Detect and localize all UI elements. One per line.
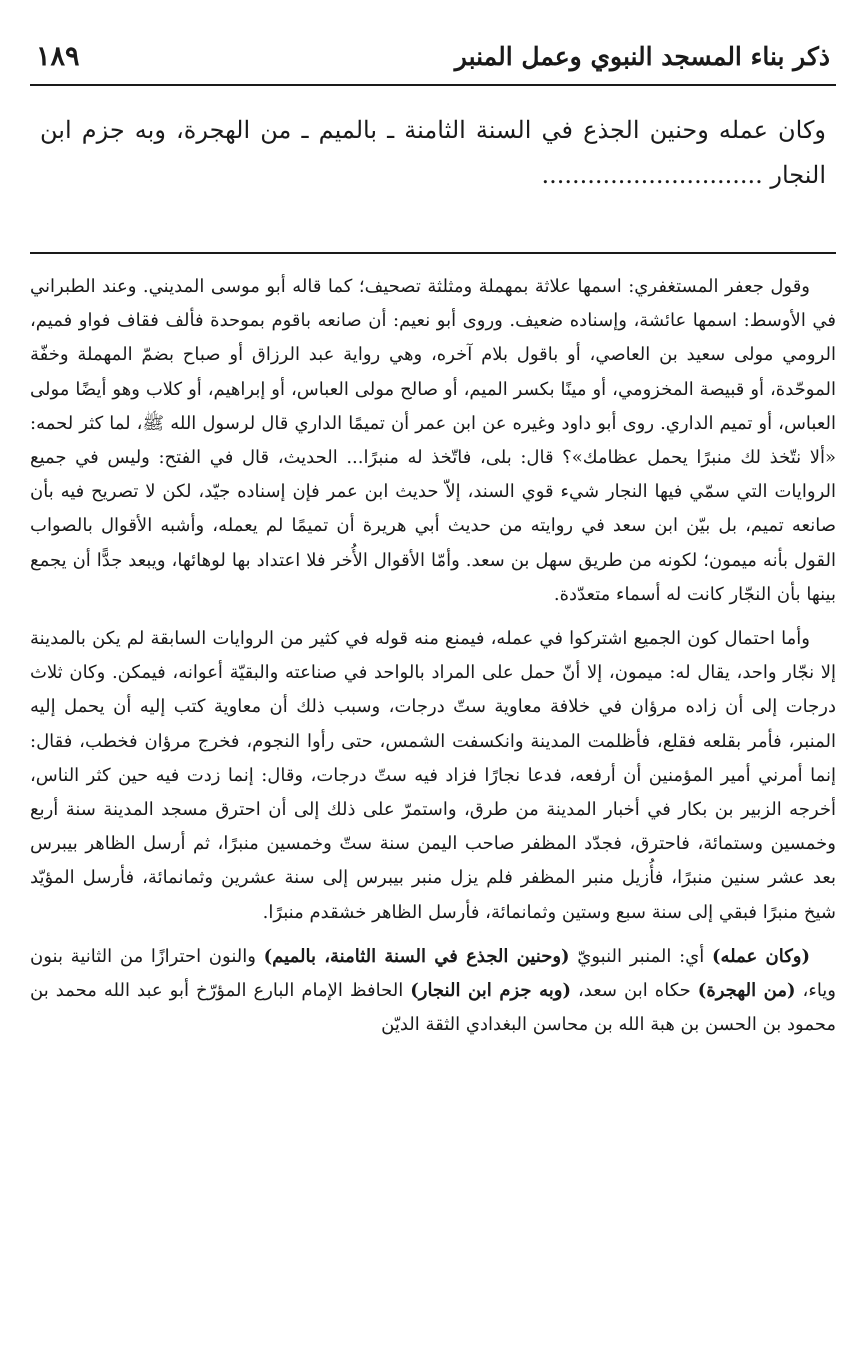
separator-line xyxy=(30,252,836,254)
commentary xyxy=(30,270,836,1042)
matn-sentence: وكان عمله وحنين الجذع في السنة الثامنة ـ بالميم ـ من الهجرة، وبه جزم ابن النجار xyxy=(40,116,826,189)
quoted-segment-2: (وحنين الجذع في السنة الثامنة، بالميم) xyxy=(263,945,570,967)
explanation-segment-2: والنون احترازًا من الثانية بنون وياء، xyxy=(30,945,837,1002)
quoted-segment-1: (وكان عمله) xyxy=(711,945,810,967)
explanation-segment-1: أي: المنبر النبويّ xyxy=(569,945,712,967)
commentary-paragraph-1: وقول جعفر المستغفري: اسمها علاثة بمهملة ومثلثة تصحيف؛ كما قاله أبو موسى المديني. وعند الطبراني في الأوسط: اسمها عائشة، وإسناده ضعيف. وروى أبو نعيم: أن صانعه باقوم بموحدة فألف فقاف فواو فميم، الرومي مولى سعيد بن العاصي، أو باقول بلام آخره، وهي رواية عبد الرزاق أو صباح بضمّ المهملة وخفّة الموحّدة، أو قبيصة المخزومي، أو مينًا بكسر الميم، أو صالح مولى العباس، أو إبراهيم، أو كلاب وهو أيضًا مولى العباس، أو تميم الداري. روى أبو داود وغيره عن ابن عمر أن تميمًا الداري قال لرسول الله ﷺ، لما كثر لحمه: «ألا نتّخذ لك منبرًا يحمل عظامك»؟ قال: بلى، فاتّخذ له منبرًا... الحديث، قال في الفتح: وليس في جميع الروايات التي سمّي فيها النجار شيء قوي السند، إلاّ حديث ابن عمر فإن إسناده جيّد، لكن لا تصريح فيه بأن صانعه تميم، بل بيّن ابن سعد في روايته من حديث أبي هريرة أن تميمًا لم يعمله، وأشبه الأقوال بالصواب القول بأنه ميمون؛ لكونه من طريق سهل بن سعد. وأمّا الأقوال الأُخر فلا اعتداد بها لوهائها، ويبعد جدًّا أن يجمع بينها بأن النجّار كانت له أسماء متعدّدة. xyxy=(30,276,837,605)
quoted-segment-3: (من الهجرة) xyxy=(697,980,796,1002)
commentary-paragraph-3 xyxy=(30,940,836,1043)
chapter-title: ذكر بناء المسجد النبوي وعمل المنبر xyxy=(454,41,830,71)
commentary-paragraph-2: وأما احتمال كون الجميع اشتركوا في عمله، فيمنع منه قوله في كثير من الروايات السابقة لم يكن بالمدينة إلا نجّار واحد، يقال له: ميمون، إلا أنّ حمل على المراد بالواحد في صناعته والبقيّة أعوانه، فيمكن. وكان ثلاث درجات إلى أن زاده مرؤان في خلافة معاوية ستّ درجات، وسبب ذلك أن معاوية كتب إليه أن يحمل إليه المنبر، فأمر بقلعه فقلع، فأظلمت المدينة وانكسفت الشمس، حتى رأوا النجوم، فخرج مرؤان فخطب، فقال: إنما أمرني أمير المؤمنين أن أرفعه، فدعا نجارًا فزاد فيه ستّ درجات، وقال: إنما زدت فيه حين كثر الناس، أخرجه الزبير بن بكار في أخبار المدينة من طرق، واستمرّ على ذلك إلى أن احترق مسجد المدينة سنة أربع وخمسين وستمائة، فاحترق، فجدّد المظفر صاحب اليمن سنة ستّ وخمسين منبرًا، ثم أرسل الظاهر بيبرس بعد عشر سنين منبرًا، فأُزيل منبر المظفر فلم يزل منبر بيبرس إلى سنة عشرين وثمانمائة، فأرسل المؤيّد شيخ منبرًا فبقي إلى سنة سبع وستين وثمانمائة، فأرسل الظاهر خشقدم منبرًا. xyxy=(30,628,836,923)
explanation-segment-3: حكاه ابن سعد، xyxy=(570,980,698,1002)
running-header xyxy=(30,28,836,86)
page-number: ١٨٩ xyxy=(36,40,80,72)
page xyxy=(30,28,836,1338)
matn-dots: ............................. xyxy=(541,161,763,189)
explanation-segment-4: الحافظ الإمام البارع المؤرّخ أبو عبد الله محمد بن محمود بن الحسن بن هبة الله بن محاسن البغدادي الثقة الديّن xyxy=(30,980,836,1036)
quoted-segment-4: (وبه جزم ابن النجار) xyxy=(410,980,571,1002)
matn-text xyxy=(30,108,836,220)
